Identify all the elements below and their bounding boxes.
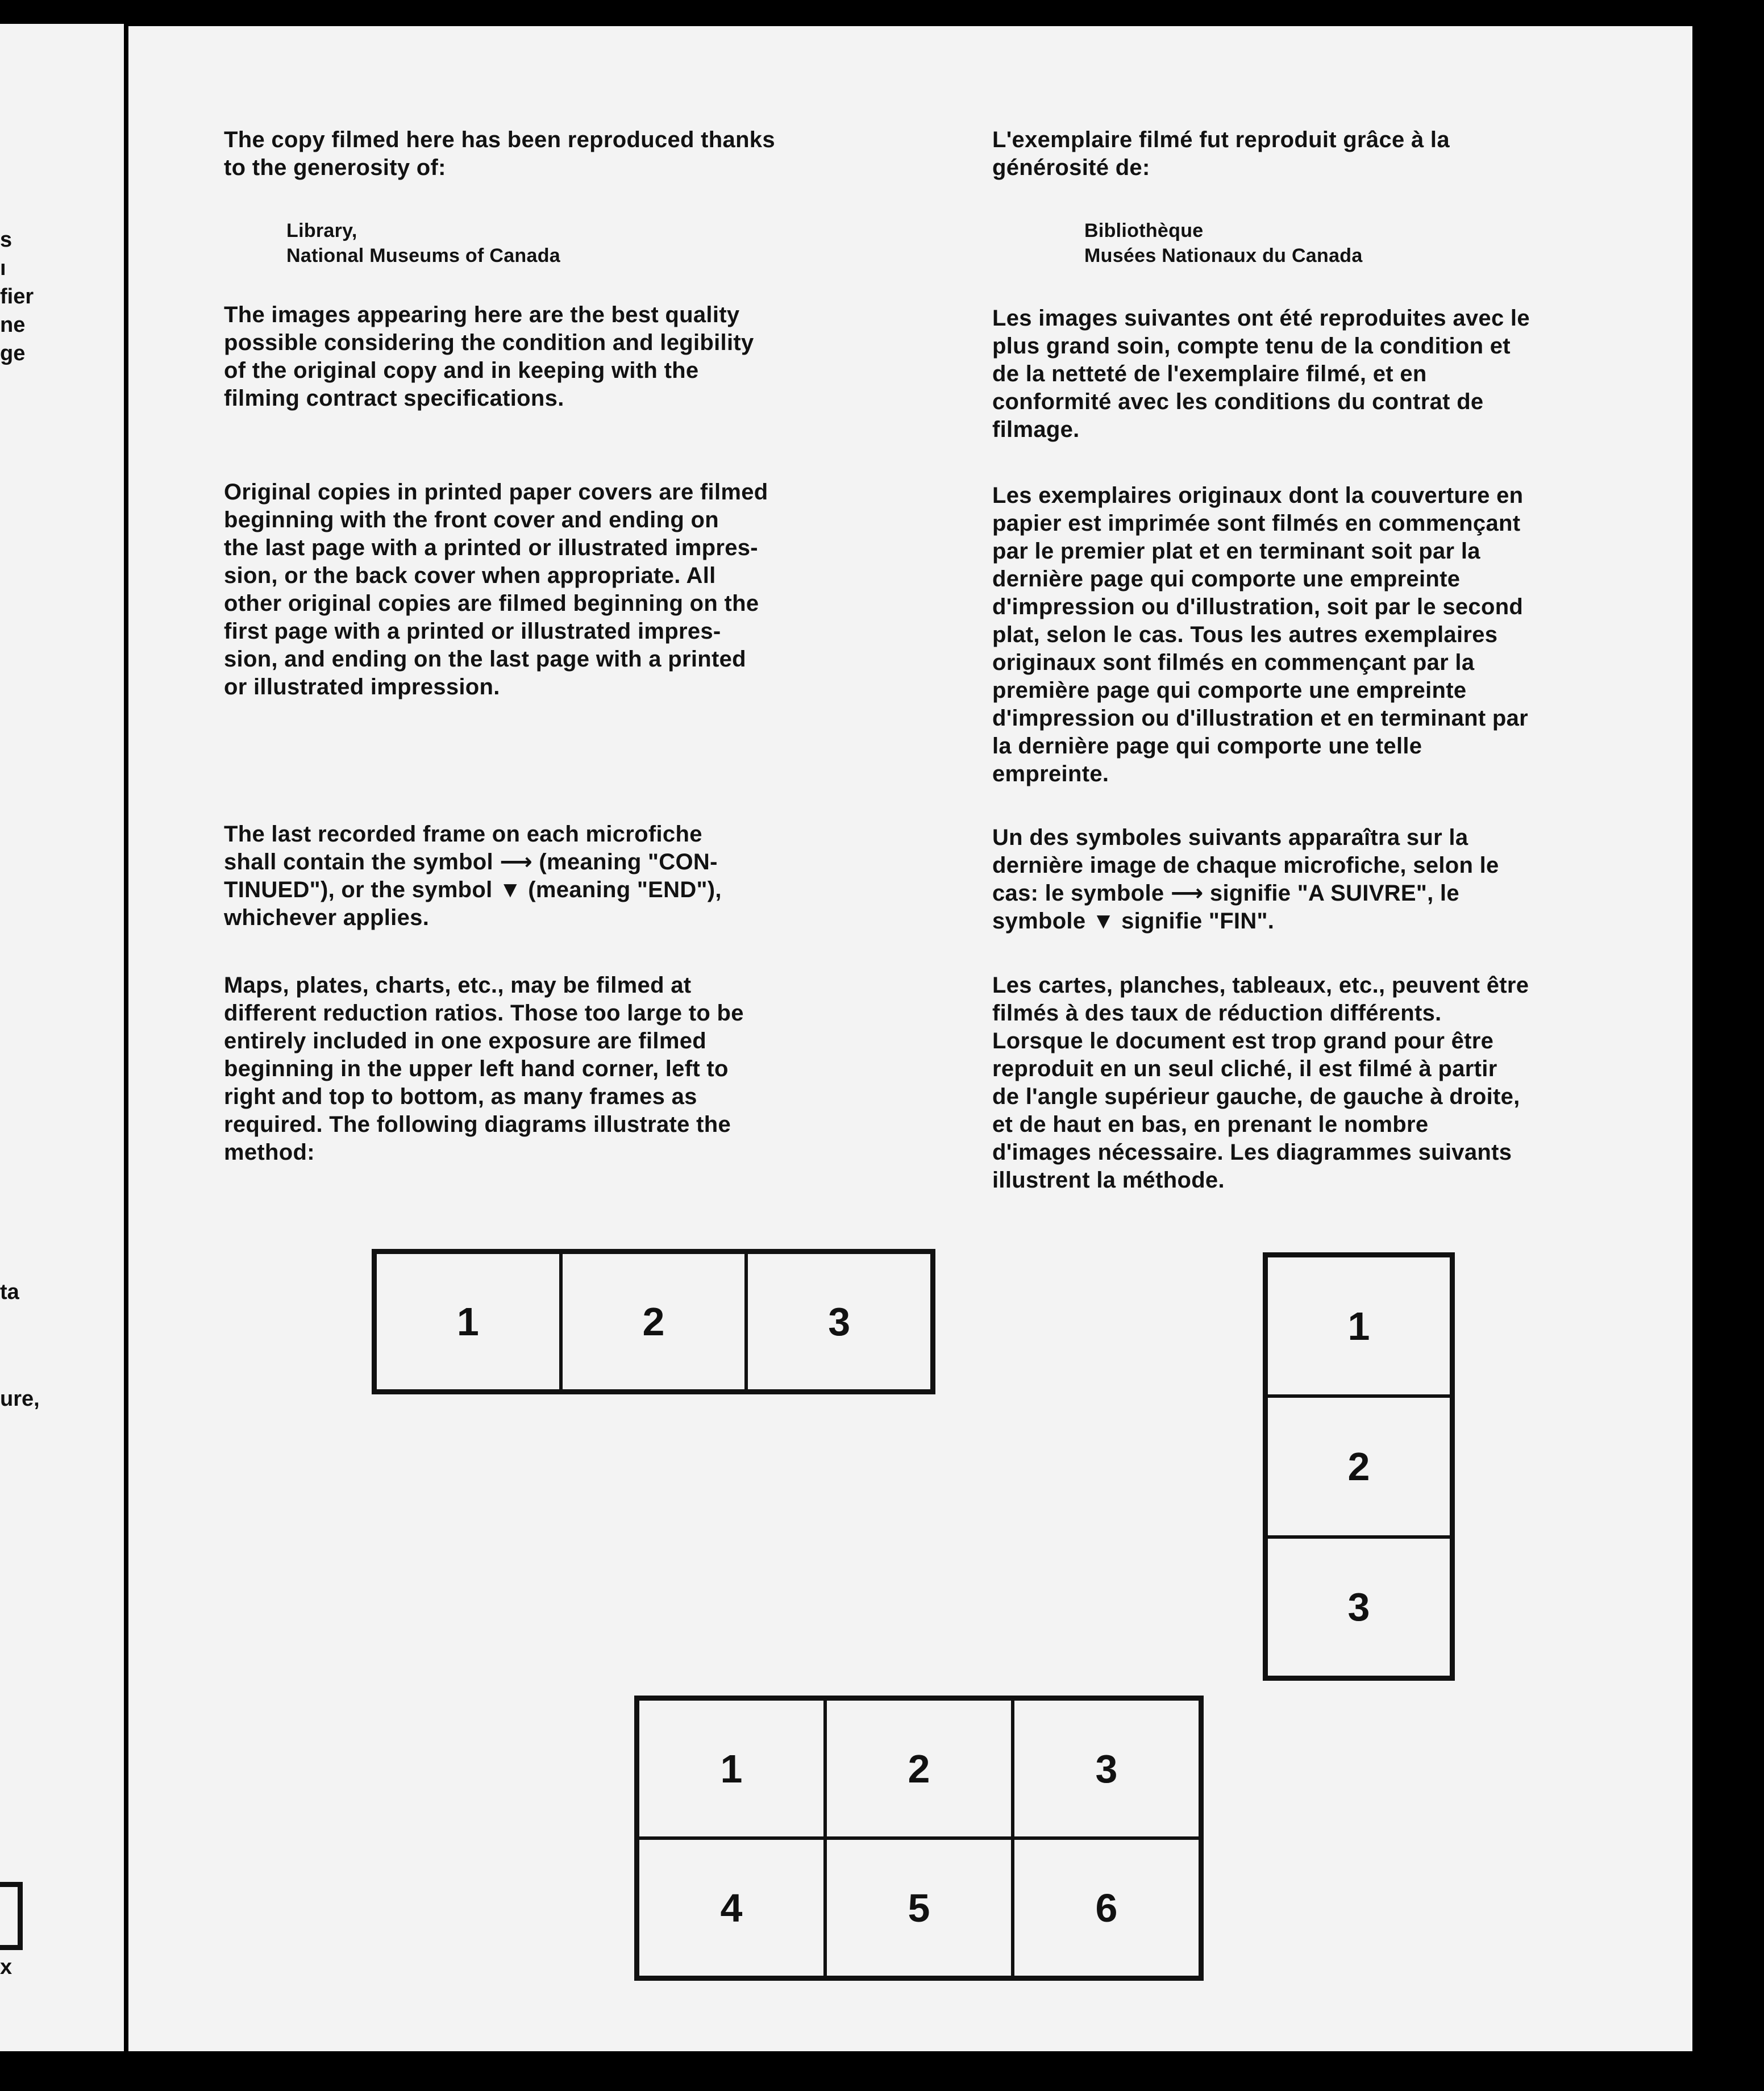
edge-fragment: ure, [0,1387,40,1411]
filming-notice-page [128,26,1692,2051]
diagram-vertical [1263,1252,1455,1681]
french-credit-intro: L'exemplaire filmé fut reproduit grâce à la générosité de: [992,127,1450,180]
french-institution: Bibliothèque Musées Nationaux du Canada [1084,220,1363,266]
diagram-grid [634,1696,1204,1981]
edge-fragment: s [0,228,13,252]
diagram-frame: 1 [375,1252,561,1391]
diagram-frame: 1 [638,1699,825,1838]
french-maps-note: Les cartes, planches, tableaux, etc., peuvent être filmés à des taux de réduction différents. Lorsque le document est trop grand pour être reproduit en un seul cliché, il est filmé à partir de l'angle supérieur gauche, de gauche à droite, et de haut en bas, en prenant le nombre d'images nécessaire. Les diagrammes suivants illustrent la méthode. [992,973,1529,1193]
diagram-frame: 3 [746,1252,932,1391]
diagram-frame: 5 [825,1838,1013,1977]
diagram-frame: 2 [1266,1396,1451,1536]
diagram-frame: 6 [1013,1838,1200,1977]
edge-fragment: fier [0,285,34,309]
english-symbols-note: The last recorded frame on each microfiche shall contain the symbol ⟶ (meaning "CON- TINUED"), or the symbol ▼ (meaning "END"), whichever applies. [224,822,722,930]
french-quality-note: Les images suivantes ont été reproduites avec le plus grand soin, compte tenu de la condition et de la netteté de l'exemplaire filmé, et en conformité avec les conditions du contrat de filmage. [992,306,1530,442]
french-symbols-note: Un des symboles suivants apparaîtra sur la dernière image de chaque microfiche, selon le cas: le symbole ⟶ signifie "A SUIVRE", le symbole ▼ signifie "FIN". [992,825,1499,934]
english-originals-note: Original copies in printed paper covers are filmed beginning with the front cover and ending on the last page with a printed or illustrated impres- sion, or the back cover when appropriate. All other original copies are filmed beginning on the first page with a printed or illustrated impres- sion, and ending on the last page with a printed or illustrated impression. [224,480,768,699]
edge-fragment: x [0,1955,13,1979]
edge-box [0,1882,23,1950]
edge-fragment: ne [0,313,26,337]
english-credit-intro: The copy filmed here has been reproduced thanks to the generosity of: [224,127,775,180]
edge-fragment: ı [0,256,6,280]
diagram-frame: 1 [1266,1256,1451,1396]
diagram-horizontal [372,1249,935,1394]
edge-fragment: ge [0,341,26,365]
english-institution: Library, National Museums of Canada [286,220,560,266]
diagram-frame: 4 [638,1838,825,1977]
diagram-frame: 3 [1013,1699,1200,1838]
adjacent-frame-edge [0,24,124,2051]
french-originals-note: Les exemplaires originaux dont la couverture en papier est imprimée sont filmés en commençant par le premier plat et en terminant soit par la dernière page qui comporte une empreinte d'impression ou d'illustration, soit par le second plat, selon le cas. Tous les autres exemplaires originaux sont filmés en commençant par la première page qui comporte une empreinte d'impression ou d'illustration et en terminant par la dernière page qui comporte une telle empreinte. [992,483,1529,786]
diagram-frame: 2 [561,1252,747,1391]
edge-fragment: ta [0,1280,19,1304]
english-quality-note: The images appearing here are the best quality possible considering the condition and legibility of the original copy and in keeping with the filming contract specifications. [224,302,754,411]
english-maps-note: Maps, plates, charts, etc., may be filmed at different reduction ratios. Those too large to be entirely included in one exposure are filmed beginning in the upper left hand corner, left to right and top to bottom, as many frames as required. The following diagrams illustrate the method: [224,973,744,1165]
diagram-frame: 3 [1266,1537,1451,1677]
diagram-frame: 2 [825,1699,1013,1838]
